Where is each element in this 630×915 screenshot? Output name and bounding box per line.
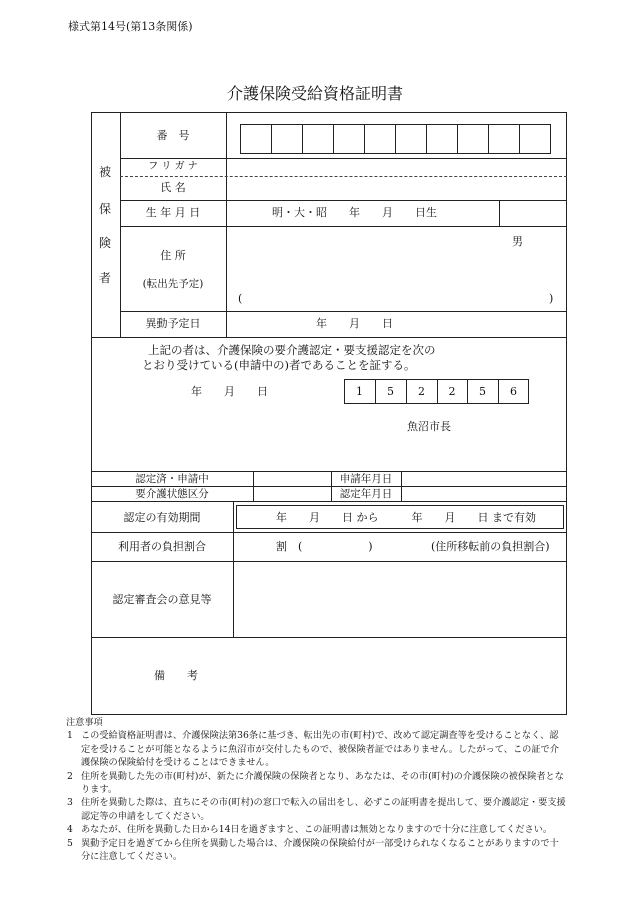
address-paren-open: ( — [238, 292, 243, 305]
note-number: 2 — [67, 770, 73, 782]
number-label: 番 号 — [156, 129, 190, 142]
address-sub-label: (転出先予定) — [142, 278, 204, 290]
insurer-digit: 5 — [479, 385, 486, 398]
care-level-label: 要介護状態区分 — [135, 488, 209, 500]
note-item — [67, 796, 567, 823]
move-date-value[interactable]: 年 月 日 — [316, 317, 393, 330]
insured-section-char-2: 保 — [99, 202, 112, 216]
certification-date[interactable]: 年 月 日 — [191, 385, 268, 398]
form-number: 様式第14号(第13条関係) — [68, 20, 193, 33]
remarks-label: 備 考 — [154, 669, 198, 682]
certified-date-label: 認定年月日 — [339, 488, 393, 500]
move-date-label: 異動予定日 — [145, 317, 201, 330]
note-number: 5 — [67, 837, 73, 849]
remarks-field[interactable] — [262, 638, 566, 714]
note-number: 4 — [67, 824, 73, 836]
insurer-digit: 6 — [510, 385, 517, 398]
application-date-label: 申請年月日 — [339, 473, 393, 485]
notes-heading: 注意事項 — [66, 717, 103, 728]
burden-value[interactable]: 割 ( ) — [276, 540, 373, 553]
certification-line-1: 上記の者は、介護保険の要介護認定・要支援認定を次の — [148, 343, 436, 357]
opinion-field[interactable] — [234, 562, 566, 637]
mayor-name: 魚沼市長 — [407, 420, 451, 433]
certification-line-2: とおり受けている(申請中の)者であることを証する。 — [142, 358, 416, 372]
burden-note: (住所移転前の負担割合) — [431, 540, 550, 553]
birth-label: 生 年 月 日 — [145, 206, 201, 219]
note-text: 異動予定日を過ぎてから住所を異動した場合は、介護保険の保険給付が一部受けられなくなることがありますので十分に注意してください。 — [81, 837, 559, 863]
address-label: 住 所 — [160, 249, 186, 262]
name-label: 氏 名 — [160, 181, 186, 194]
insurer-digit: 5 — [387, 385, 394, 398]
birth-date-value[interactable]: 明・大・昭 年 月 日生 — [272, 206, 437, 219]
insured-section-char-4: 者 — [99, 271, 112, 285]
insurer-digit: 2 — [418, 385, 425, 398]
insured-section-char-3: 険 — [99, 236, 112, 250]
validity-value[interactable]: 年 月 日 から 年 月 日 まで有効 — [276, 511, 536, 524]
note-item — [67, 770, 567, 797]
gender-value[interactable]: 男 — [512, 235, 523, 248]
note-text: 住所を異動した際は、直ちにその市(町村)の窓口で転入の届出をし、必ずこの証明書を提出して、要介護認定・要支援認定等の申請をしてください。 — [81, 797, 566, 822]
certified-status-label: 認定済・申請中 — [135, 473, 209, 485]
note-item — [67, 837, 567, 864]
furigana-label: フ リ ガ ナ — [148, 161, 198, 172]
page-title: 介護保険受給資格証明書 — [226, 84, 403, 103]
note-number: 1 — [67, 730, 73, 742]
insured-section-char-1: 被 — [99, 165, 112, 179]
address-paren-close: ) — [549, 292, 554, 305]
note-text: あなたが、住所を異動した日から14日を過ぎますと、この証明書は無効となりますので十分に注意してください。 — [81, 824, 553, 836]
note-text: この受給資格証明書は、介護保険法第36条に基づき、転出先の市(町村)で、改めて認定調査等を受けることなく、認定を受けることが可能となるように魚沼市が交付したもので、被保険者証ではありません。したがって、この証で介護保険の保険給付を受けることはできません。 — [81, 730, 559, 769]
note-number: 3 — [67, 797, 73, 809]
validity-label: 認定の有効期間 — [123, 511, 201, 524]
insurer-digit: 1 — [356, 385, 363, 398]
note-text: 住所を異動した先の市(町村)が、新たに介護保険の保険者となり、あなたは、その市(町村)の介護保険の被保険者となります。 — [81, 770, 564, 796]
notes-section — [67, 716, 567, 863]
burden-label: 利用者の負担割合 — [118, 540, 206, 553]
insurer-digit: 2 — [448, 385, 456, 398]
note-item — [67, 729, 567, 769]
opinion-label: 認定審査会の意見等 — [112, 593, 212, 606]
note-item — [67, 823, 567, 836]
